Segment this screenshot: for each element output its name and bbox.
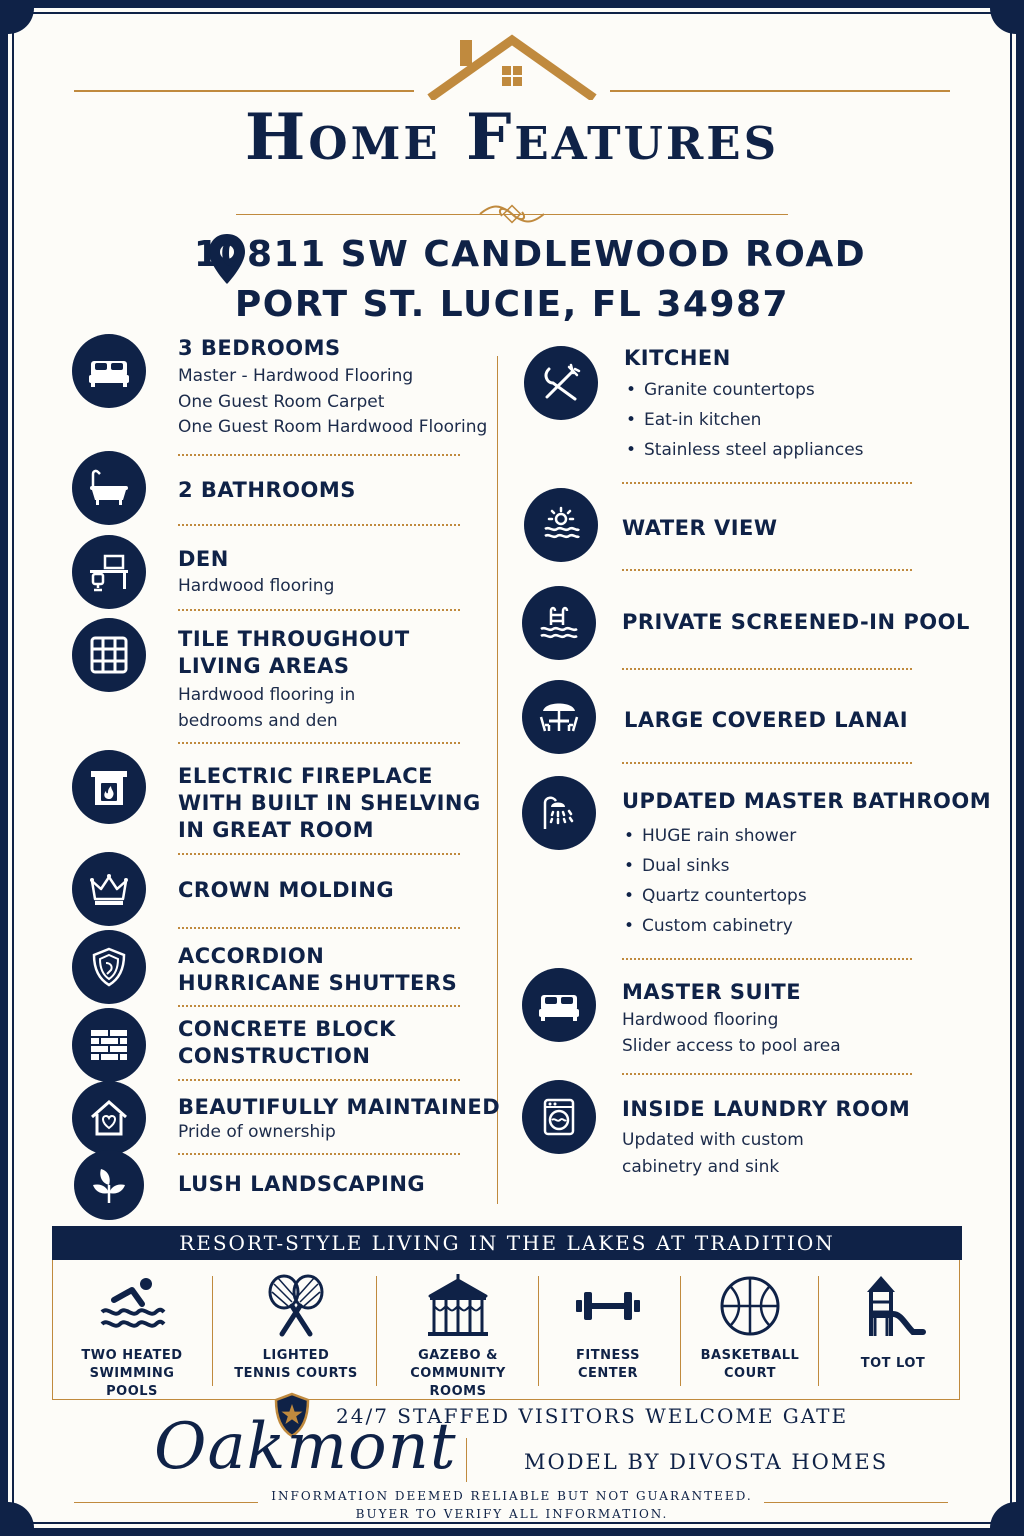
umbrella-table-icon	[522, 680, 596, 754]
basketball-icon	[714, 1270, 786, 1342]
feature-title-kitchen: KITCHEN	[624, 346, 731, 370]
fireplace-icon	[72, 750, 146, 824]
bathtub-icon	[72, 451, 146, 525]
leaves-icon	[74, 1150, 144, 1220]
dotted-divider	[178, 853, 460, 855]
feature-detail-tile: Hardwood flooring in bedrooms and den	[178, 685, 356, 731]
feature-title-master-suite: MASTER SUITE	[622, 980, 802, 1004]
list-item: • Eat-in kitchen	[624, 405, 864, 435]
tile-grid-icon	[72, 618, 146, 692]
feature-detail-bedrooms: Master - Hardwood Flooring One Guest Room Carpet One Guest Room Hardwood Flooring	[178, 366, 488, 437]
amenity-divider	[538, 1276, 539, 1386]
amenity-tot-lot	[828, 1270, 958, 1373]
dotted-divider	[622, 1073, 912, 1075]
feature-title-lanai: LARGE COVERED LANAI	[624, 708, 909, 732]
desk-chair-icon	[72, 535, 146, 609]
dotted-divider	[622, 958, 912, 960]
page-title: Home Features	[244, 100, 780, 175]
sun-water-icon	[524, 488, 598, 562]
feature-detail-laundry: Updated with custom cabinetry and sink	[622, 1130, 804, 1177]
feature-title-landscaping: LUSH LANDSCAPING	[178, 1172, 426, 1196]
feature-title-den: DEN	[178, 547, 229, 571]
amenity-divider	[680, 1276, 681, 1386]
community-banner: RESORT-STYLE LIVING IN THE LAKES AT TRADITION	[52, 1226, 962, 1260]
gate-text: 24/7 STAFFED VISITORS WELCOME GATE	[336, 1404, 849, 1428]
feature-detail-den: Hardwood flooring	[178, 576, 335, 596]
pool-ladder-icon	[522, 586, 596, 660]
bed-icon	[522, 968, 596, 1042]
kitchen-bullet-list	[624, 375, 864, 465]
feature-title-crown: CROWN MOLDING	[178, 878, 395, 902]
dotted-divider	[178, 454, 460, 456]
washer-icon	[522, 1080, 596, 1154]
dotted-divider	[622, 569, 912, 571]
feature-title-maintained: BEAUTIFULLY MAINTAINED	[178, 1095, 501, 1119]
amenity-label: TOT LOT	[860, 1356, 926, 1371]
dumbbell-icon	[572, 1270, 644, 1342]
amenity-label: LIGHTED TENNIS COURTS	[234, 1348, 358, 1381]
header-rule-right	[610, 90, 950, 92]
list-item: • Quartz countertops	[622, 881, 807, 911]
amenity-label: FITNESS CENTER	[576, 1348, 640, 1381]
amenity-divider	[376, 1276, 377, 1386]
bed-icon	[72, 334, 146, 408]
model-name-logo: Oakmont	[154, 1410, 457, 1484]
dotted-divider	[178, 1079, 460, 1081]
amenity-label: GAZEBO & COMMUNITY ROOMS	[410, 1348, 506, 1399]
crown-icon	[72, 852, 146, 926]
header-rule-left	[74, 90, 414, 92]
footer-divider	[466, 1438, 467, 1482]
address-line-2: PORT ST. LUCIE, FL 34987	[234, 284, 790, 325]
address-line-1: 10811 SW CANDLEWOOD ROAD	[193, 234, 867, 275]
feature-title-pool: PRIVATE SCREENED-IN POOL	[622, 610, 970, 634]
dotted-divider	[178, 927, 460, 929]
tennis-rackets-icon	[260, 1270, 332, 1342]
amenity-basketball	[690, 1270, 810, 1383]
feature-title-bedrooms: 3 BEDROOMS	[178, 336, 341, 360]
list-item: • Granite countertops	[624, 375, 864, 405]
house-roof-icon	[424, 32, 600, 100]
dotted-divider	[622, 762, 912, 764]
brick-wall-icon	[72, 1008, 146, 1082]
column-divider	[497, 356, 498, 1204]
dotted-divider	[178, 742, 460, 744]
disclaimer-line-1: INFORMATION DEEMED RELIABLE BUT NOT GUARANTEED.	[271, 1489, 753, 1503]
feature-title-fireplace: ELECTRIC FIREPLACE WITH BUILT IN SHELVING IN GREAT ROOM	[178, 764, 481, 842]
feature-detail-maintained: Pride of ownership	[178, 1122, 336, 1142]
feature-detail-master-suite: Hardwood flooring Slider access to pool area	[622, 1010, 841, 1056]
amenity-divider	[818, 1276, 819, 1386]
amenity-divider	[212, 1276, 213, 1386]
list-item: • HUGE rain shower	[622, 821, 807, 851]
fork-knife-icon	[524, 346, 598, 420]
shower-icon	[522, 776, 596, 850]
feature-title-bathrooms: 2 BATHROOMS	[178, 478, 356, 502]
feature-title-tile: TILE THROUGHOUT LIVING AREAS	[178, 627, 410, 678]
feature-title-laundry: INSIDE LAUNDRY ROOM	[622, 1097, 911, 1121]
list-item: • Dual sinks	[622, 851, 807, 881]
dotted-divider	[622, 482, 912, 484]
flyer-page	[8, 8, 1016, 1528]
scroll-ornament-icon	[476, 204, 548, 224]
gazebo-icon	[422, 1270, 494, 1342]
amenity-label: BASKETBALL COURT	[700, 1348, 800, 1381]
dotted-divider	[178, 609, 460, 611]
dotted-divider	[178, 524, 460, 526]
disclaimer-line-2: BUYER TO VERIFY ALL INFORMATION.	[355, 1507, 669, 1521]
amenity-tennis	[226, 1270, 366, 1383]
house-heart-icon	[72, 1081, 146, 1155]
amenity-pools	[62, 1270, 202, 1401]
dotted-divider	[178, 1005, 460, 1007]
amenity-fitness	[548, 1270, 668, 1383]
swimmer-icon	[96, 1270, 168, 1342]
dotted-divider	[622, 668, 912, 670]
playground-icon	[857, 1270, 929, 1342]
builder-text: MODEL BY DIVOSTA HOMES	[524, 1450, 889, 1474]
feature-title-shutters: ACCORDION HURRICANE SHUTTERS	[178, 944, 458, 995]
shield-icon	[72, 930, 146, 1004]
list-item: • Custom cabinetry	[622, 911, 807, 941]
feature-title-concrete: CONCRETE BLOCK CONSTRUCTION	[178, 1017, 396, 1068]
dotted-divider	[178, 1153, 460, 1155]
list-item: • Stainless steel appliances	[624, 435, 864, 465]
feature-title-master-bath: UPDATED MASTER BATHROOM	[622, 789, 992, 813]
feature-title-water-view: WATER VIEW	[622, 516, 778, 540]
amenity-gazebo	[386, 1270, 530, 1401]
amenity-label: TWO HEATED SWIMMING POOLS	[81, 1348, 183, 1399]
master-bath-bullet-list	[622, 821, 807, 941]
